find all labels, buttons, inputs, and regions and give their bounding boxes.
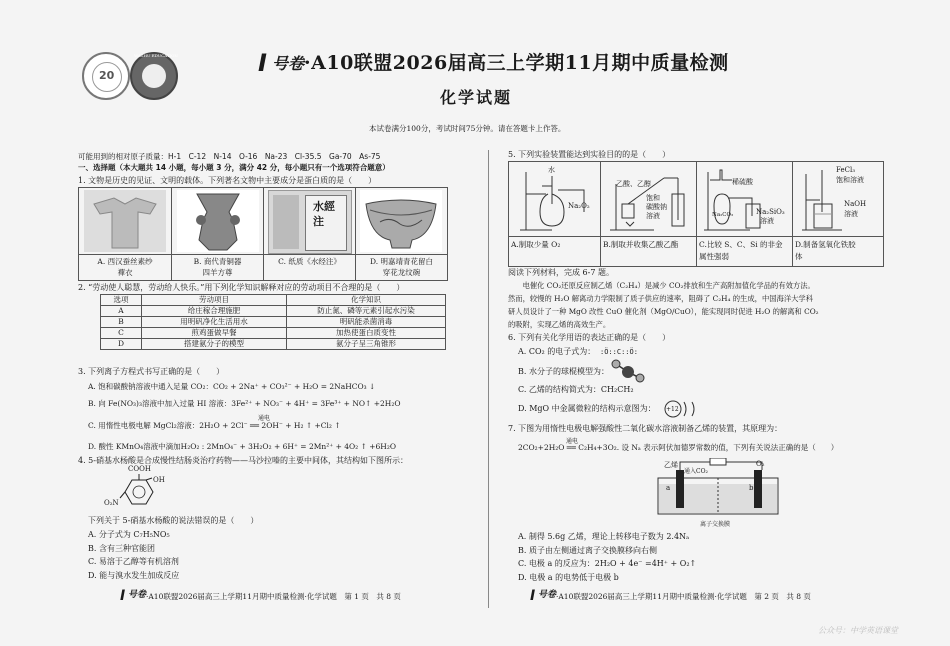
apparatus-a-diagram [512, 164, 598, 234]
q1-option-d-line2: 穿花龙纹碗 [382, 268, 421, 277]
q6-stem: 6. 下列有关化学用语的表达正确的是（ ） [508, 333, 671, 342]
q4-sub-stem: 下列关于 5-硝基水杨酸的说法错误的是（ ） [88, 516, 259, 525]
table-header: 劳动项目 [142, 295, 287, 306]
table-header: 化学知识 [287, 295, 446, 306]
footer-logo-right: 号卷 [538, 590, 557, 600]
q3-option-c[interactable]: C. 用惰性电极电解 MgCl₂溶液：2H₂O + 2Cl⁻ ══ 2OH⁻ + H₂ ↑ +Cl₂ ↑ [88, 421, 341, 430]
footer-logo-left: 号卷 [128, 590, 147, 600]
logo-text: 号卷 [272, 54, 305, 73]
q1-option-b-line2: 四羊方尊 [202, 268, 233, 277]
q7-eq-condition: 通电 [566, 438, 579, 445]
table-row[interactable] [101, 339, 446, 350]
subject-title: 化学试题 [440, 88, 513, 107]
section-heading: 一、选择题（本大题共 14 小题，每小题 3 分，满分 42 分，每小题只有一个选项符合题意） [78, 163, 390, 172]
q7-option-a[interactable]: A. 制得 5.6g 乙烯，理论上转移电子数为 2.4Nₐ [518, 532, 690, 541]
apparatus-b-label1: 饱和 [646, 194, 660, 202]
material-line-1: 电催化 CO₂还原反应制乙烯（C₂H₄）是减少 CO₂排放和生产高附加值化学品的有效方法。 [508, 281, 815, 290]
q6-option-d[interactable]: D. MgO 中金属微粒的结构示意图为： [518, 404, 656, 413]
page1-footer: ·A10联盟2026届高三上学期11月期中质量检测·化学试题 第 1 页 共 8 页 [146, 592, 401, 601]
q1-stem: 1. 文物是历史的见证、文明的载体。下列著名文物中主要成分是蛋白质的是（ ） [78, 176, 377, 185]
q5-option-b[interactable]: B.制取并收集乙酸乙酯 [603, 240, 679, 249]
q1-option-d[interactable]: D. 明嘉靖青花留白 [369, 257, 433, 266]
material-line-3: 研人员设计了一种 MgO 改性 CuO 催化剂（MgO/CuO），能实现同时促进 H₂O 的解离和 CO₂ [508, 307, 819, 316]
table-row[interactable] [101, 328, 446, 339]
q6-option-b[interactable]: B. 水分子的球棍模型为： [518, 367, 609, 376]
q4-option-d[interactable]: D. 能与溴水发生加成反应 [88, 571, 180, 580]
table-row[interactable] [101, 306, 446, 317]
q3-c-condition: 通电 [258, 415, 271, 422]
q4-no2: O₂N [104, 499, 119, 507]
q1-option-a-line2: 襌衣 [117, 268, 133, 277]
water-ball-stick-model [604, 356, 648, 384]
seal-year: 20 [99, 69, 115, 82]
material-line-2: 然而，较慢的 H₂O 解离动力学限制了质子供应的速率，阻碍了 C₂H₄ 的生成，中国海洋大学科 [508, 294, 814, 303]
q4-cooh: COOH [128, 465, 151, 473]
cell-ethylene: 乙烯 [664, 461, 678, 469]
apparatus-b-reagent: 乙酸、乙醇 [616, 180, 651, 188]
material-line-4: 的吸附，实现乙烯的高效生产。 [508, 320, 611, 329]
education-seal [130, 52, 178, 100]
ion-exchange-membrane-label: 离子交换膜 [700, 521, 731, 528]
reading-prompt: 阅读下列材料，完成 6-7 题。 [508, 268, 614, 277]
apparatus-a-water: 水 [548, 166, 555, 174]
apparatus-c-acid: 稀硫酸 [732, 178, 753, 186]
logo-mark: I [258, 49, 267, 77]
book-image [268, 190, 352, 254]
apparatus-c-na2sio3: Na₂SiO₃ [756, 208, 785, 216]
table-header-row [101, 295, 446, 306]
bronze-vessel-image [177, 190, 259, 252]
co2-electron-formula: :Ö::C::Ö: [600, 348, 638, 356]
table-header: 选项 [101, 295, 142, 306]
q3-option-b[interactable]: B. 向 Fe(NO₃)₃溶液中加入过量 HI 溶液：3Fe²⁺ + NO₃⁻ + 4H⁺ = 3Fe³⁺ + NO↑ +2H₂O [88, 399, 401, 408]
q7-stem: 7. 下图为用惰性电极电解强酸性二氧化碳水溶液制备乙烯的装置，其原理为： [508, 424, 783, 433]
q5-option-a[interactable]: A.制取少量 O₂ [511, 240, 561, 249]
q6-option-c[interactable]: C. 乙烯的结构简式为：CH₂CH₂ [518, 385, 634, 394]
table-cell: 搭建氨分子的模型 [142, 339, 287, 350]
exam-note: 本试卷满分100分，考试时间75分钟。请在答题卡上作答。 [369, 124, 566, 133]
q1-option-b[interactable]: B. 商代青铜器 [193, 257, 242, 266]
school-seal [82, 52, 130, 100]
table-cell: 防止氮、磷等元素引起水污染 [287, 306, 446, 317]
q5-option-c[interactable]: C.比较 S、C、Si 的非金 [699, 240, 783, 249]
column-divider [488, 150, 489, 608]
footer-logo-mark-right: I [530, 588, 536, 604]
apparatus-c-diagram [700, 164, 788, 234]
q5-option-d-line2: 体 [795, 252, 803, 261]
table-cell: 明矾能杀菌消毒 [287, 317, 446, 328]
table-cell: 给庄稼合理施肥 [142, 306, 287, 317]
q4-stem: 4. 5-硝基水杨酸是合成慢性结肠炎治疗药物——马沙拉嗪的主要中间体，其结构如下图所示： [78, 456, 408, 465]
q5-option-d[interactable]: D.制备氢氧化铁胶 [795, 240, 856, 249]
seal2-text: WASHU EDUCATION [134, 53, 178, 58]
apparatus-b-label3: 溶液 [646, 212, 660, 220]
cell-co2-in: 通入CO₂ [684, 468, 708, 475]
electrode-a-label: a [666, 484, 671, 492]
porcelain-bowl-image [360, 190, 442, 252]
apparatus-d-fecl3: FeCl₃ [836, 166, 856, 174]
q7-option-d[interactable]: D. 电极 a 的电势低于电极 b [518, 573, 619, 582]
page2-footer: ·A10联盟2026届高三上学期11月期中质量检测·化学试题 第 2 页 共 8 页 [556, 592, 811, 601]
apparatus-d-naoh: NaOH [844, 200, 867, 208]
silk-robe-image [84, 190, 166, 252]
apparatus-c-solution: 溶液 [760, 217, 774, 225]
q4-option-b[interactable]: B. 含有三种官能团 [88, 544, 155, 553]
mg-nucleus-label: +12 [666, 406, 679, 413]
q2-table [100, 294, 446, 350]
apparatus-d-solution: 溶液 [844, 210, 858, 218]
apparatus-d-saturated: 饱和溶液 [836, 176, 864, 184]
apparatus-a-reagent: Na₂O₂ [568, 202, 590, 210]
q5-stem: 5. 下列实验装置能达到实验目的的是（ ） [508, 150, 671, 159]
q2-stem: 2. “劳动使人聪慧，劳动给人快乐。”用下列化学知识解释对应的劳动项目不合理的是（ ） [78, 283, 405, 292]
cell-o2: O₂ [756, 460, 765, 468]
q3-option-a[interactable]: A. 饱和碳酸钠溶液中通入足量 CO₂：CO₂ + 2Na⁺ + CO₃²⁻ + H₂O = 2NaHCO₃ ↓ [88, 382, 376, 391]
table-cell: B [101, 317, 142, 328]
table-cell: D [101, 339, 142, 350]
q5-option-c-line2: 属性强弱 [699, 252, 729, 261]
apparatus-b-label2: 碳酸钠 [646, 203, 667, 211]
q6-option-a[interactable]: A. CO₂ 的电子式为： [518, 347, 596, 356]
footer-logo-mark-left: I [120, 588, 126, 604]
q3-option-d[interactable]: D. 酸性 KMnO₄溶液中滴加H₂O₂ : 2MnO₄⁻ + 3H₂O₂ + 6H⁺ = 2Mn²⁺ + 4O₂ ↑ +6H₂O [88, 442, 396, 451]
atomic-mass: 可能用到的相对原子质量：H-1 C-12 N-14 O-16 Na-23 Cl-35.5 Ga-70 As-75 [78, 152, 381, 161]
electrode-b-label: b [749, 484, 754, 492]
book-title: 水經注 [313, 200, 335, 228]
q4-option-c[interactable]: C. 易溶于乙醇等有机溶剂 [88, 557, 179, 566]
apparatus-c-na2co3: Na₂CO₃ [712, 212, 734, 218]
q4-oh: OH [153, 476, 165, 484]
q7-option-c[interactable]: C. 电极 a 的反应为：2H₂O + 4e⁻ =4H⁺ + O₂↑ [518, 559, 697, 568]
exam-title: ·A10联盟2026届高三上学期11月期中质量检测 [304, 52, 729, 74]
q1-option-c[interactable]: C. 纸质《水经注》 [278, 257, 341, 266]
q7-equation: 2CO₂+2H₂O ══ C₂H₄+3O₂. 设 Nₐ 表示阿伏加德罗常数的值，下列有关说法正确的是（ ） [518, 443, 839, 452]
q7-option-b[interactable]: B. 质子由左侧通过离子交换膜移向右侧 [518, 546, 657, 555]
q1-option-a[interactable]: A. 西汉蚕丝素纱 [97, 257, 153, 266]
q4-option-a[interactable]: A. 分子式为 C₇H₅NO₅ [88, 530, 170, 539]
table-cell: 加热使蛋白质变性 [287, 328, 446, 339]
table-cell: C [101, 328, 142, 339]
q3-stem: 3. 下列离子方程式书写正确的是（ ） [78, 367, 225, 376]
watermark: 公众号：中学英语课堂 [818, 626, 898, 635]
table-cell: 用明矾净化生活用水 [142, 317, 287, 328]
table-row[interactable] [101, 317, 446, 328]
table-cell: A [101, 306, 142, 317]
table-cell: 煎鸡蛋做早餐 [142, 328, 287, 339]
table-cell: 氨分子呈三角锥形 [287, 339, 446, 350]
